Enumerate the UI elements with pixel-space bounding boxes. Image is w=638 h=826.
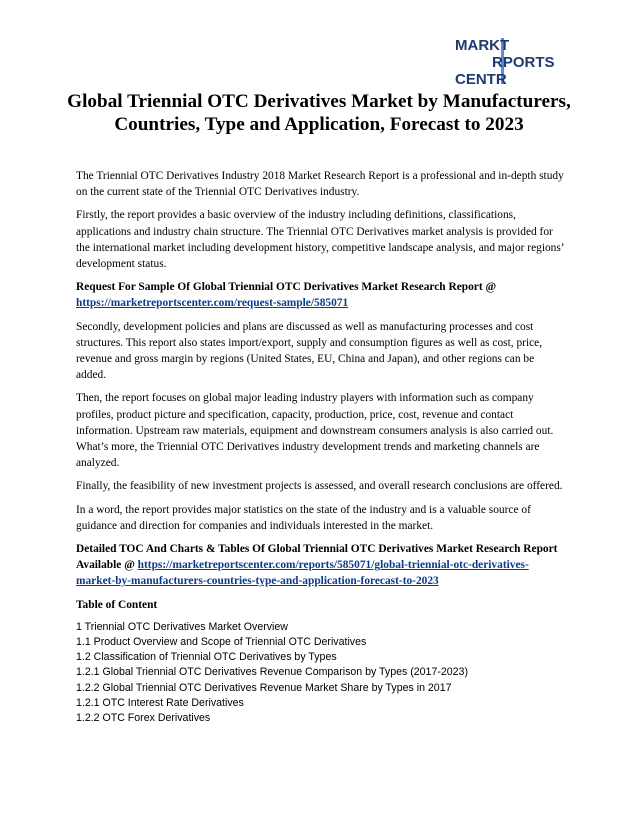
logo-line1: MARKT [455,37,510,54]
summary-paragraph: In a word, the report provides major statistics on the state of the industry and is a valuable source of guidance and direction for companies and individuals interested in the market. [76,503,531,532]
market-reports-center-logo [455,34,575,90]
toc-item: 1.2.1 Global Triennial OTC Derivatives Revenue Comparison by Types (2017-2023) [76,666,468,679]
toc-item: 1.2.1 OTC Interest Rate Derivatives [76,696,244,709]
logo-line3: CENTR [455,71,507,88]
policies-paragraph: Secondly, development policies and plans are discussed as well as manufacturing processes and cost structures. This report also states import/export, supply and consumption figures as well as cost, price, revenue and gross margin by regions (United States, EU, China and Japan), and other regions can be added. [76,320,543,382]
toc-item: 1.2.2 Global Triennial OTC Derivatives Revenue Market Share by Types in 2017 [76,681,452,694]
document-body [76,168,564,726]
toc-list [76,620,564,726]
logo-graphic [455,34,575,90]
toc-request-label: Detailed TOC And Charts & Tables Of Global Triennial OTC Derivatives Market Research Report Available @ [76,543,558,572]
intro-paragraph: The Triennial OTC Derivatives Industry 2018 Market Research Report is a professional and in-depth study on the current state of the Triennial OTC Derivatives industry. [76,170,564,199]
toc-item: 1.1 Product Overview and Scope of Triennial OTC Derivatives [76,636,367,649]
sample-request-link[interactable]: https://marketreportscenter.com/request-sample/585071 [76,297,349,310]
logo-line2: RPORTS [492,54,555,71]
sample-request-paragraph [76,279,564,311]
overview-paragraph: Firstly, the report provides a basic overview of the industry including definitions, classifications, applications and industry chain structure. The Triennial OTC Derivatives market analysis is provided for the international market including development history, competitive landscape analysis, and major regions’ development status. [76,209,564,271]
toc-request-paragraph [76,541,564,590]
toc-item: 1.2.2 OTC Forex Derivatives [76,712,211,725]
toc-item: 1 Triennial OTC Derivatives Market Overview [76,620,288,633]
sample-request-label: Request For Sample Of Global Triennial OTC Derivatives Market Research Report @ [76,281,497,294]
page-title: Global Triennial OTC Derivatives Market by Manufacturers, Countries, Type and Application, Forecast to 2023 [67,91,571,135]
toc-item: 1.2 Classification of Triennial OTC Derivatives by Types [76,651,337,664]
toc-request-link[interactable]: https://marketreportscenter.com/reports/585071/global-triennial-otc-derivatives-market-by-manufacturers-countries-type-and-application-forecast-to-2023 [76,559,529,588]
feasibility-paragraph: Finally, the feasibility of new investment projects is assessed, and overall research conclusions are offered. [76,480,563,493]
players-paragraph: Then, the report focuses on global major leading industry players with information such as company profiles, product picture and specification, capacity, production, price, cost, revenue and contact information. Upstream raw materials, equipment and downstream consumers analysis is also carried out. What’s more, the Triennial OTC Derivatives industry development trends and marketing channels are analyzed. [76,392,554,470]
toc-heading: Table of Content [76,598,158,611]
